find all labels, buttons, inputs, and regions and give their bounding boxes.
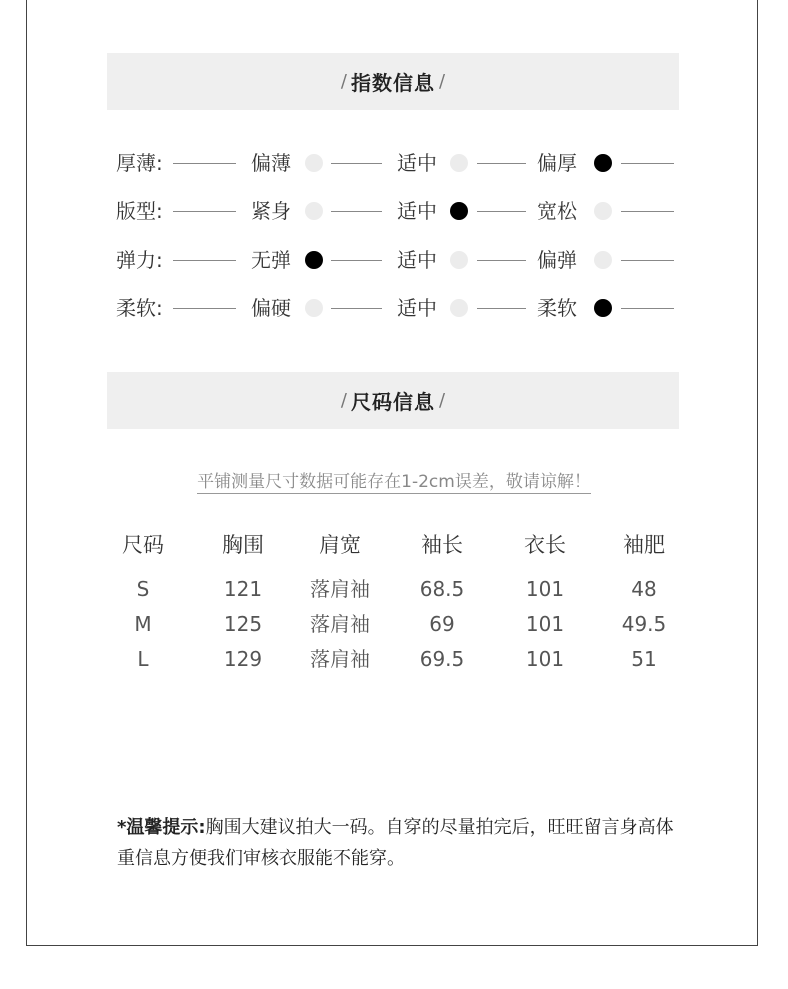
index-row-label: 柔软: <box>116 296 163 320</box>
connector-line <box>173 163 236 164</box>
table-header-cell: 袖长 <box>421 533 463 557</box>
index-option-label: 偏弹 <box>537 248 577 272</box>
table-cell: 129 <box>223 647 263 671</box>
connector-line <box>173 211 236 212</box>
table-cell: 101 <box>525 647 565 671</box>
connector-line <box>621 163 674 164</box>
table-cell: 69.5 <box>419 647 465 671</box>
index-row <box>0 245 788 275</box>
index-row-label: 弹力: <box>116 248 163 272</box>
table-cell: 51 <box>631 647 657 671</box>
table-header-cell: 肩宽 <box>319 533 361 557</box>
index-section-header <box>107 53 679 110</box>
selected-dot-icon <box>594 154 612 172</box>
index-row <box>0 148 788 178</box>
table-cell: 落肩袖 <box>310 647 370 671</box>
table-cell: 121 <box>223 577 263 601</box>
unselected-dot-icon <box>450 251 468 269</box>
size-section-header <box>107 372 679 429</box>
connector-line <box>173 260 236 261</box>
table-header-cell: 胸围 <box>222 533 264 557</box>
index-option-label: 紧身 <box>251 199 291 223</box>
measurement-note <box>0 470 788 494</box>
connector-line <box>173 308 236 309</box>
unselected-dot-icon <box>305 202 323 220</box>
connector-line <box>477 211 526 212</box>
table-cell: 48 <box>631 577 657 601</box>
selected-dot-icon <box>450 202 468 220</box>
index-option-label: 偏薄 <box>251 151 291 175</box>
index-row-label: 版型: <box>116 199 163 223</box>
index-row <box>0 196 788 226</box>
table-cell: 101 <box>525 577 565 601</box>
connector-line <box>477 163 526 164</box>
unselected-dot-icon <box>450 154 468 172</box>
table-cell: M <box>134 612 152 636</box>
header-slash-left: / <box>340 390 347 411</box>
index-option-label: 宽松 <box>537 199 577 223</box>
table-cell: 101 <box>525 612 565 636</box>
header-slash-right: / <box>439 390 446 411</box>
unselected-dot-icon <box>305 299 323 317</box>
table-cell: 落肩袖 <box>310 612 370 636</box>
selected-dot-icon <box>594 299 612 317</box>
index-option-label: 柔软 <box>537 296 577 320</box>
index-option-label: 偏厚 <box>537 151 577 175</box>
table-cell: 69 <box>429 612 455 636</box>
connector-line <box>331 163 382 164</box>
index-option-label: 适中 <box>397 199 437 223</box>
table-header-cell: 尺码 <box>122 533 164 557</box>
connector-line <box>331 211 382 212</box>
warm-tip <box>117 812 687 874</box>
connector-line <box>331 308 382 309</box>
index-option-label: 适中 <box>397 248 437 272</box>
table-header-cell: 衣长 <box>524 533 566 557</box>
table-header-row <box>0 528 788 562</box>
table-cell: L <box>137 647 149 671</box>
connector-line <box>331 260 382 261</box>
table-cell: 落肩袖 <box>310 577 370 601</box>
unselected-dot-icon <box>594 251 612 269</box>
table-cell: S <box>136 577 150 601</box>
table-row <box>0 607 788 641</box>
unselected-dot-icon <box>305 154 323 172</box>
table-row <box>0 642 788 676</box>
unselected-dot-icon <box>450 299 468 317</box>
table-row <box>0 572 788 606</box>
table-header-cell: 袖肥 <box>623 533 665 557</box>
index-option-label: 偏硬 <box>251 296 291 320</box>
header-slash-right: / <box>439 71 446 92</box>
warm-tip-prefix: *温馨提示: <box>117 817 206 838</box>
selected-dot-icon <box>305 251 323 269</box>
index-option-label: 适中 <box>397 151 437 175</box>
connector-line <box>477 260 526 261</box>
connector-line <box>621 308 674 309</box>
connector-line <box>621 211 674 212</box>
measurement-note-text: 平铺测量尺寸数据可能存在1-2cm误差，敬请谅解！ <box>197 472 591 492</box>
connector-line <box>477 308 526 309</box>
size-section-title: 尺码信息 <box>351 390 435 414</box>
header-slash-left: / <box>340 71 347 92</box>
index-row-label: 厚薄: <box>116 151 163 175</box>
unselected-dot-icon <box>594 202 612 220</box>
warm-tip-text: 胸围大建议拍大一码。自穿的尽量拍完后，旺旺留言身高体重信息方便我们审核衣服能不能穿。 <box>117 817 674 869</box>
index-row <box>0 293 788 323</box>
index-section-title: 指数信息 <box>351 71 435 95</box>
table-cell: 125 <box>223 612 263 636</box>
table-cell: 49.5 <box>621 612 667 636</box>
index-option-label: 无弹 <box>251 248 291 272</box>
connector-line <box>621 260 674 261</box>
index-option-label: 适中 <box>397 296 437 320</box>
table-cell: 68.5 <box>419 577 465 601</box>
